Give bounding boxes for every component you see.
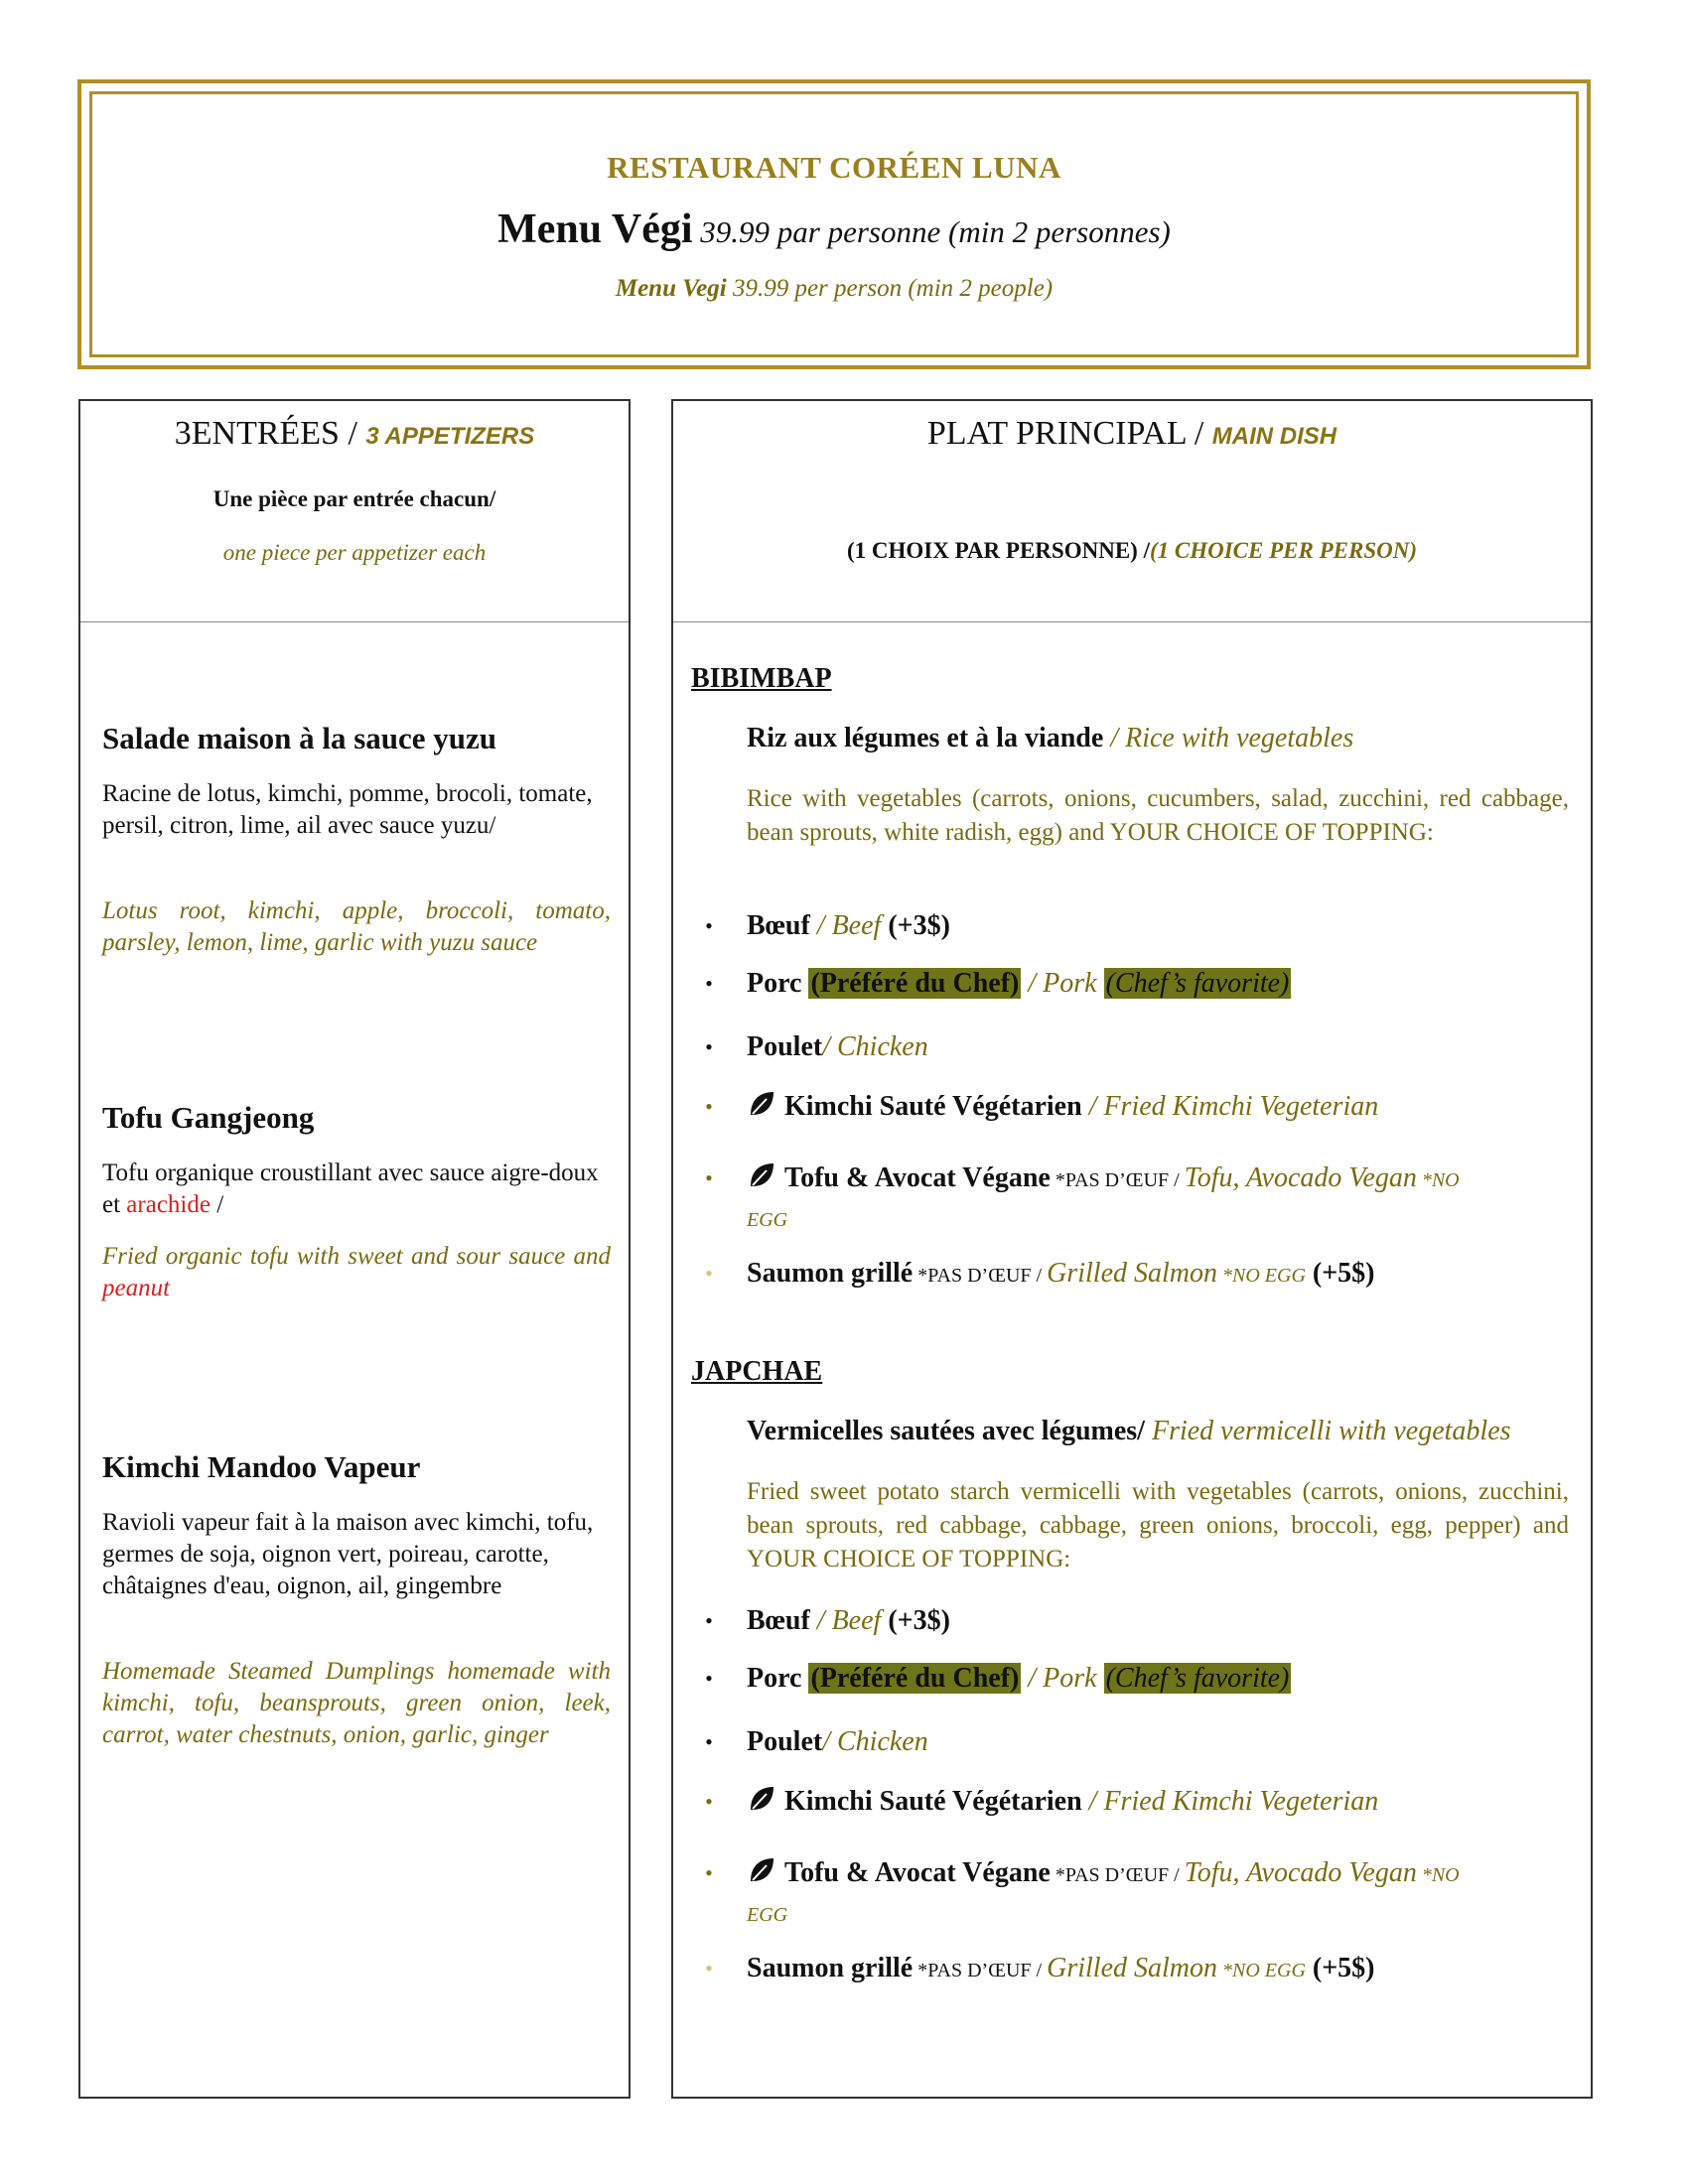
option-beef-en: / Beef (809, 1605, 882, 1636)
appetizer-3-description-en: Homemade Steamed Dumplings homemade with kimchi, tofu, beansprouts, green onion, leek, carrot, water chestnuts, onion, garlic, ginger (102, 1658, 611, 1748)
option-chicken-fr: Poulet (747, 1031, 823, 1062)
menu-header-inner-frame (89, 91, 1579, 357)
appetizer-3-description-fr: Ravioli vapeur fait à la maison avec kimchi, tofu, germes de soja, oignon vert, poireau, carotte, châtaignes d'eau, oignon, ail, gingembre (102, 1509, 594, 1599)
allergen-peanut-fr: arachide (126, 1191, 211, 1218)
japchae-option-kimchi (705, 1783, 1573, 1821)
restaurant-name: RESTAURANT CORÉEN LUNA (607, 150, 1061, 185)
option-kimchi-fr: Kimchi Sauté Végétarien (784, 1091, 1082, 1122)
vegan-leaf-icon (747, 1089, 776, 1119)
japchae-option-beef (705, 1602, 1573, 1640)
menu-name-fr: Menu Végi (497, 206, 693, 252)
option-pork-en: / Pork (1021, 968, 1104, 999)
appetizer-3-name: Kimchi Mandoo Vapeur (102, 1449, 421, 1484)
option-salmon-en: Grilled Salmon (1047, 1953, 1217, 1983)
vegan-leaf-icon (747, 1784, 776, 1814)
appetizer-2-fr-text: Tofu organique croustillant avec sauce aigre-doux et (102, 1160, 599, 1218)
option-tofu-noegg-en: *NO EGG (747, 1864, 1460, 1926)
bibimbap-subtitle-en: / Rice with vegetables (1110, 723, 1354, 753)
bullet-icon: • (705, 1034, 713, 1059)
appetizers-divider (80, 621, 629, 622)
chef-favorite-badge-fr: (Préféré du Chef) (810, 1663, 1020, 1694)
japchae-option-chicken (705, 1723, 1573, 1761)
option-salmon-noegg-en: *NO EGG (1217, 1960, 1306, 1981)
appetizer-1-description-fr: Racine de lotus, kimchi, pomme, brocoli, tomate, persil, citron, lime, ail avec sauce yuzu/ (102, 780, 593, 839)
bullet-icon: • (705, 1729, 713, 1754)
bibimbap-option-chicken (705, 1028, 1573, 1066)
menu-name-en: Menu Vegi (615, 275, 727, 302)
bullet-icon: • (705, 1666, 713, 1691)
option-beef-fr: Bœuf (747, 910, 810, 941)
bibimbap-option-beef (705, 907, 1573, 945)
option-salmon-fr: Saumon grillé (747, 1953, 914, 1983)
option-kimchi-en: / Fried Kimchi Vegeterian (1081, 1091, 1379, 1122)
bullet-icon: • (705, 1261, 713, 1286)
appetizers-note-fr: Une pièce par entrée chacun/ (212, 486, 496, 511)
bullet-icon: • (705, 1608, 713, 1633)
option-tofu-en: Tofu, Avocado Vegan (1184, 1162, 1417, 1193)
menu-title-en (92, 275, 1576, 303)
main-dish-panel (671, 399, 1593, 2099)
option-beef-price: (+3$) (881, 1605, 950, 1636)
option-beef-fr: Bœuf (747, 1605, 810, 1636)
appetizers-note-en: one piece per appetizer each (222, 540, 487, 565)
option-salmon-en: Grilled Salmon (1047, 1258, 1217, 1289)
main-dish-title-en: MAIN DISH (1211, 423, 1337, 450)
japchae-option-salmon (705, 1950, 1573, 1989)
chef-favorite-badge-en: (Chef’s favorite) (1105, 1663, 1290, 1694)
bibimbap-option-pork (705, 965, 1573, 1003)
bullet-icon: • (705, 913, 713, 938)
option-salmon-fr: Saumon grillé (747, 1258, 914, 1289)
appetizers-title-fr: 3ENTRÉES / (174, 415, 357, 452)
vegan-leaf-icon (747, 1855, 776, 1885)
bullet-icon: • (705, 1094, 713, 1119)
japchae-description: Fried sweet potato starch vermicelli with vegetables (carrots, onions, zucchini, bean sprouts, red cabbage, cabbage, green onions, broccoli, egg, pepper) and YOUR CHOICE OF TOPPING: (747, 1478, 1569, 1572)
menu-title-fr (92, 205, 1576, 253)
bibimbap-option-salmon (705, 1255, 1573, 1295)
option-beef-price: (+3$) (881, 910, 950, 941)
menu-price-fr: 39.99 par personne (min 2 personnes) (700, 214, 1171, 249)
main-dish-title (673, 415, 1591, 453)
option-chicken-fr: Poulet (747, 1726, 823, 1757)
japchae-option-pork (705, 1660, 1573, 1698)
japchae-subtitle (747, 1416, 1573, 1447)
option-pork-fr: Porc (747, 1663, 802, 1694)
option-pork-en: / Pork (1021, 1663, 1104, 1694)
option-salmon-noegg-fr: *PAS D’ŒUF / (913, 1960, 1048, 1981)
appetizer-2-fr-tail: / (210, 1191, 224, 1218)
bullet-icon: • (705, 1789, 713, 1814)
japchae-subtitle-en: Fried vermicelli with vegetables (1144, 1416, 1511, 1446)
bullet-icon: • (705, 971, 713, 996)
option-pork-fr: Porc (747, 968, 802, 999)
option-kimchi-fr: Kimchi Sauté Végétarien (784, 1786, 1082, 1817)
bibimbap-option-tofu (705, 1160, 1481, 1239)
main-choice-en: (1 CHOICE PER PERSON) (1149, 538, 1417, 563)
main-dish-choice (673, 538, 1591, 564)
bullet-icon: • (705, 1860, 713, 1885)
appetizers-title (80, 415, 629, 453)
main-dish-title-fr: PLAT PRINCIPAL / (926, 415, 1204, 452)
appetizer-1-name: Salade maison à la sauce yuzu (102, 721, 497, 755)
bibimbap-description: Rice with vegetables (carrots, onions, cucumbers, salad, zucchini, red cabbage, bean sprouts, white radish, egg) and YOUR CHOICE OF TOPPING: (747, 785, 1569, 846)
option-salmon-noegg-fr: *PAS D’ŒUF / (913, 1265, 1048, 1287)
main-choice-fr: (1 CHOIX PAR PERSONNE) / (847, 538, 1150, 563)
option-tofu-noegg-fr: *PAS D’ŒUF / (1050, 1169, 1185, 1191)
chef-favorite-badge-fr: (Préféré du Chef) (810, 968, 1020, 999)
option-tofu-en: Tofu, Avocado Vegan (1184, 1857, 1417, 1888)
option-salmon-price: (+5$) (1305, 1953, 1375, 1983)
category-japchae: JAPCHAE (691, 1356, 823, 1387)
option-chicken-en: / Chicken (822, 1031, 928, 1062)
japchae-option-tofu (705, 1854, 1481, 1934)
option-tofu-fr: Tofu & Avocat Végane (784, 1857, 1051, 1888)
appetizer-2-description-fr (102, 1158, 611, 1221)
bullet-icon: • (705, 1956, 713, 1980)
category-bibimbap: BIBIMBAP (691, 663, 832, 694)
menu-header-frame (77, 79, 1591, 369)
appetizer-2-en-text: Fried organic tofu with sweet and sour sauce and (102, 1243, 611, 1270)
option-salmon-price: (+5$) (1305, 1258, 1375, 1289)
bibimbap-subtitle-fr: Riz aux légumes et à la viande (747, 723, 1104, 753)
option-chicken-en: / Chicken (822, 1726, 928, 1757)
japchae-subtitle-fr: Vermicelles sautées avec légumes/ (747, 1416, 1145, 1446)
main-dish-divider (673, 621, 1591, 622)
vegan-leaf-icon (747, 1160, 776, 1190)
option-kimchi-en: / Fried Kimchi Vegeterian (1081, 1786, 1379, 1817)
bibimbap-subtitle (747, 723, 1573, 754)
allergen-peanut-en: peanut (102, 1275, 171, 1301)
appetizers-panel (78, 399, 631, 2099)
appetizer-1-description-en: Lotus root, kimchi, apple, broccoli, tomato, parsley, lemon, lime, garlic with yuzu sauce (102, 897, 611, 956)
bullet-icon: • (705, 1165, 713, 1190)
option-tofu-noegg-fr: *PAS D’ŒUF / (1050, 1864, 1185, 1886)
option-salmon-noegg-en: *NO EGG (1217, 1265, 1306, 1287)
chef-favorite-badge-en: (Chef’s favorite) (1105, 968, 1290, 999)
option-tofu-fr: Tofu & Avocat Végane (784, 1162, 1051, 1193)
option-beef-en: / Beef (809, 910, 882, 941)
option-tofu-noegg-en: *NO EGG (747, 1169, 1460, 1231)
appetizers-title-en: 3 APPETIZERS (365, 423, 535, 450)
bibimbap-option-kimchi (705, 1088, 1573, 1126)
appetizer-2-description-en (102, 1241, 611, 1304)
appetizer-2-name: Tofu Gangjeong (102, 1100, 315, 1135)
menu-price-en: 39.99 per person (min 2 people) (732, 275, 1054, 302)
